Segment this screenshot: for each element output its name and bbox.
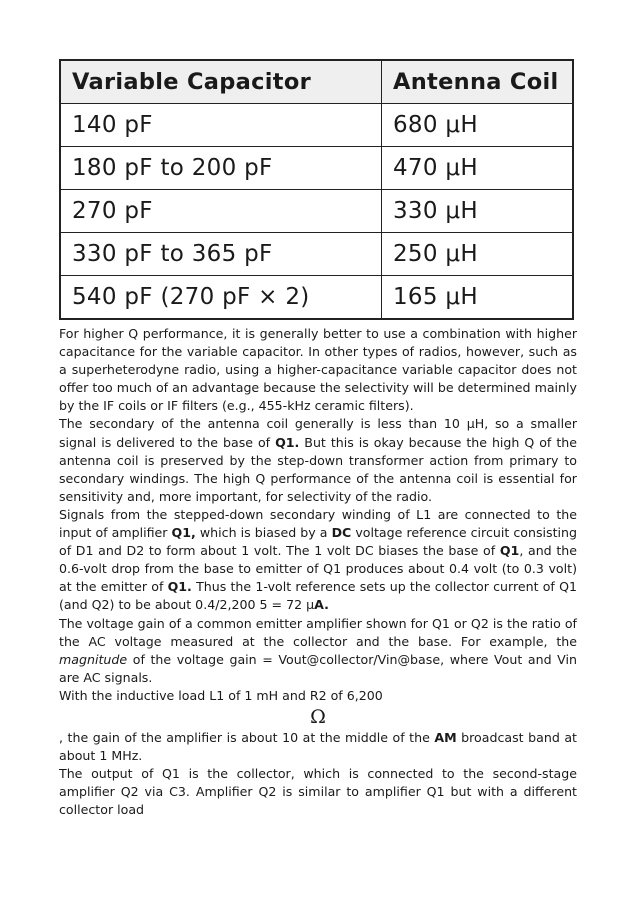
paragraph-output: The output of Q1 is the collector, which is connected to the second-stage amplifier Q2 via C3. Amplifier Q2 is similar to amplifier Q1 but with a different collector load <box>59 766 577 818</box>
coil-cell: 470 μH <box>382 147 574 190</box>
coil-cell: 680 μH <box>382 104 574 147</box>
component-table <box>59 59 574 320</box>
header-antenna-coil: Antenna Coil <box>382 60 574 104</box>
capacitor-cell: 330 pF to 365 pF <box>60 233 382 276</box>
coil-cell: 250 μH <box>382 233 574 276</box>
body-text <box>59 325 577 819</box>
omega-symbol: Ω <box>310 705 326 728</box>
paragraph-bias: Signals from the stepped-down secondary winding of L1 are connected to the input of amplifier Q1, which is biased by a DC voltage reference circuit consisting of D1 and D2 to form about 1 volt. The 1 volt DC biases the base of Q1, and the 0.6-volt drop from the base to emitter of Q1 produces about 0.4 volt (to 0.3 volt) at the emitter of Q1. Thus the 1-volt reference sets up the collector current of Q1 (and Q2) to be about 0.4/2,200 5 = 72 μA. <box>59 506 578 613</box>
coil-cell: 330 μH <box>382 190 574 233</box>
paragraph-antenna-secondary: The secondary of the antenna coil generally is less than 10 μH, so a smaller signal is delivered to the base of Q1. But this is okay because the high Q of the antenna coil is preserved by the step-down transformer action from primary to secondary windings. The high Q performance of the antenna coil is essential for sensitivity and, more important, for selectivity of the radio. <box>59 416 577 504</box>
header-variable-capacitor: Variable Capacitor <box>60 60 382 104</box>
capacitor-cell: 540 pF (270 pF × 2) <box>60 276 382 320</box>
paragraph-voltage-gain: The voltage gain of a common emitter amplifier shown for Q1 or Q2 is the ratio of the AC voltage measured at the collector and the base. For example, the magnitude of the voltage gain = Vout@collector/Vin@base, where Vout and Vin are AC signals. <box>59 615 577 685</box>
table-row <box>60 276 573 320</box>
capacitor-cell: 180 pF to 200 pF <box>60 147 382 190</box>
capacitor-cell: 140 pF <box>60 104 382 147</box>
coil-cell: 165 μH <box>382 276 574 320</box>
capacitor-cell: 270 pF <box>60 190 382 233</box>
paragraph-inductive-load: With the inductive load L1 of 1 mH and R2 of 6,200 <box>59 687 383 703</box>
paragraph-gain-result: , the gain of the amplifier is about 10 at the middle of the AM broadcast band at about 1 MHz. <box>59 729 577 764</box>
table-row <box>60 190 573 233</box>
paragraph-q-performance: For higher Q performance, it is generally better to use a combination with higher capacitance for the variable capacitor. In other types of radios, however, such as a superheterodyne radio, using a higher-capacitance variable capacitor does not offer too much of an advantage because the selectivity will be determined mainly by the IF coils or IF filters (e.g., 455-kHz ceramic filters). <box>59 326 577 414</box>
table-header-row <box>60 60 573 104</box>
table-row <box>60 233 573 276</box>
table-row <box>60 104 573 147</box>
table-row <box>60 147 573 190</box>
